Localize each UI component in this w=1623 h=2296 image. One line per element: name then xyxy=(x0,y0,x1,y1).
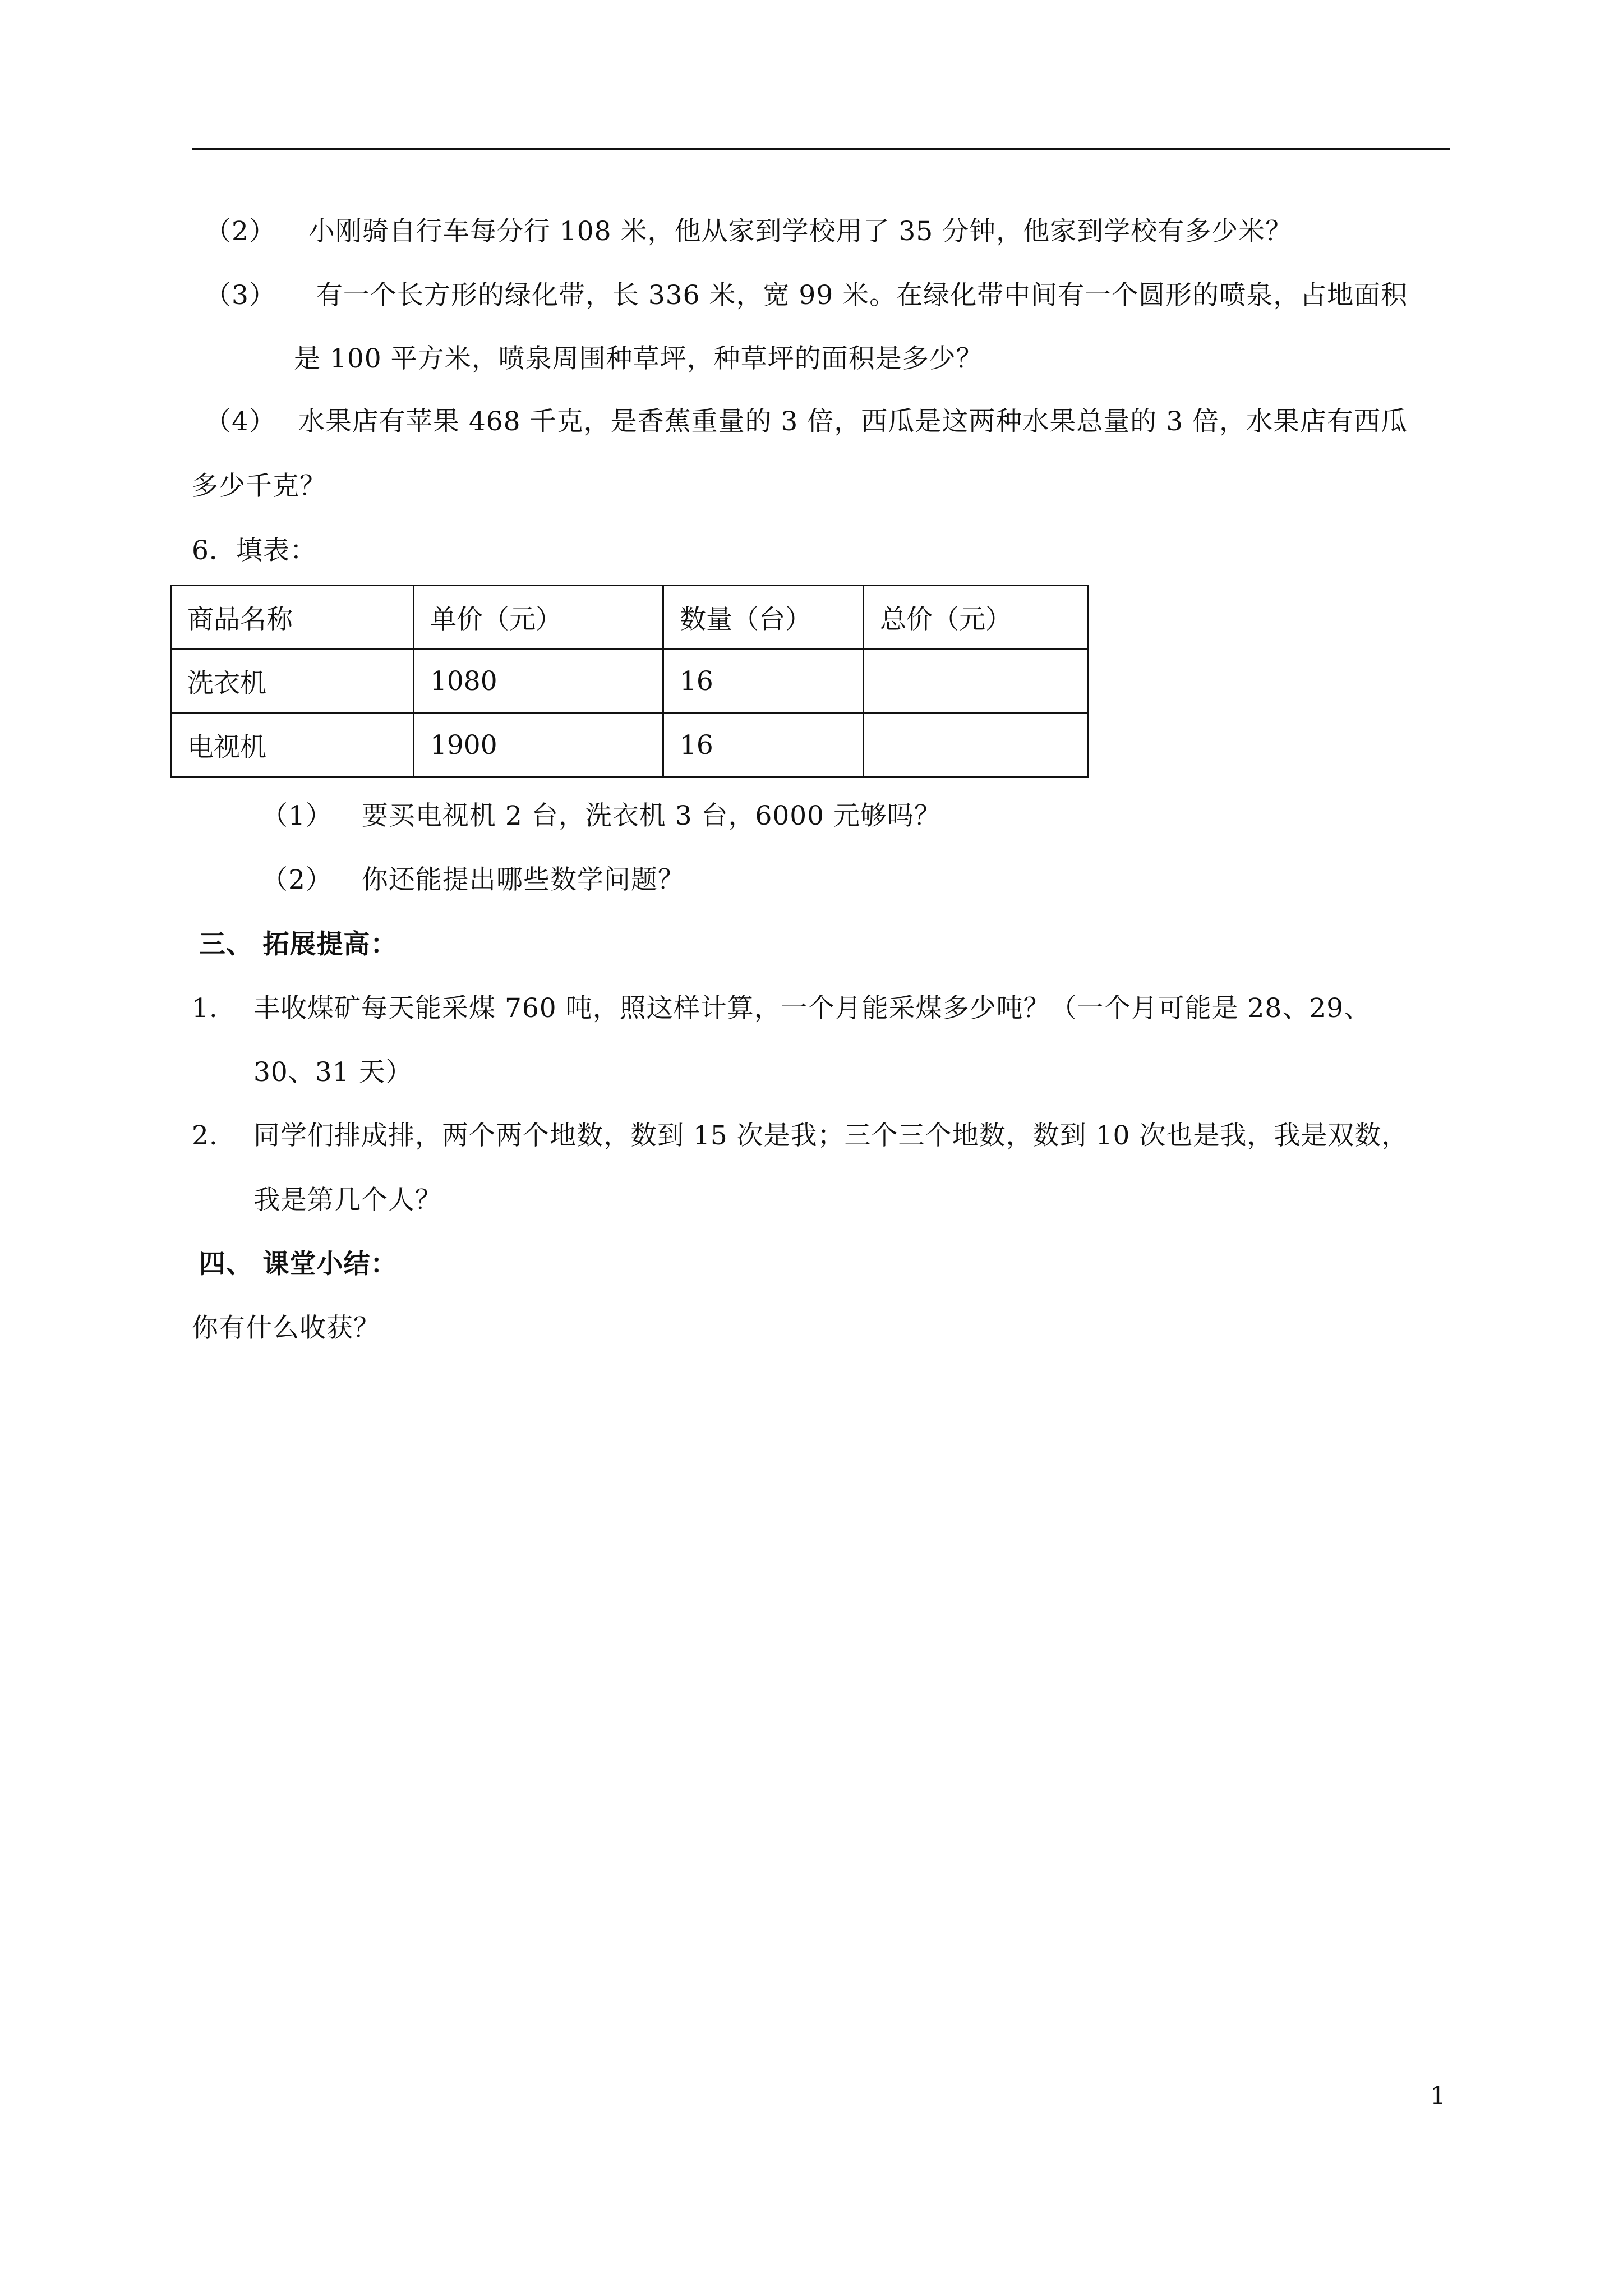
question-6-sub-2 xyxy=(261,863,685,897)
problem-3-label: （3） xyxy=(205,280,276,311)
extension-item-1-text: 丰收煤矿每天能采煤 760 吨，照这样计算，一个月能采煤多少吨？（一个月可能是 28、29、 xyxy=(253,993,1371,1024)
question-6-sub-1-label: （1） xyxy=(261,800,333,831)
extension-item-2-label: 2. xyxy=(192,1120,218,1151)
table-cell: 1900 xyxy=(414,714,663,777)
problem-3-continuation: 是 100 平方米，喷泉周围种草坪，种草坪的面积是多少？ xyxy=(294,343,983,374)
extension-item-1 xyxy=(192,992,1371,1025)
table-row xyxy=(171,714,1089,777)
problem-4-text: 水果店有苹果 468 千克，是香蕉重量的 3 倍，西瓜是这两种水果总量的 3 倍，水果店有西瓜 xyxy=(298,406,1408,437)
extension-item-2-continuation: 我是第几个人？ xyxy=(253,1185,442,1216)
table-header-cell: 单价（元） xyxy=(414,586,663,650)
problem-4-continuation: 多少千克？ xyxy=(192,471,326,501)
problem-4 xyxy=(205,405,1408,439)
problem-4-label: （4） xyxy=(205,406,276,437)
question-6-title: 6．填表： xyxy=(192,535,317,566)
table-cell: 洗衣机 xyxy=(171,650,414,714)
table-cell: 16 xyxy=(663,714,864,777)
table-header-cell: 数量（台） xyxy=(663,586,864,650)
extension-item-1-label: 1. xyxy=(192,993,218,1024)
extension-item-2 xyxy=(192,1119,1408,1153)
table-cell: 电视机 xyxy=(171,714,414,777)
extension-item-1-continuation: 30、31 天） xyxy=(253,1057,413,1088)
summary-question: 你有什么收获？ xyxy=(192,1313,380,1343)
section-3-heading: 三、 拓展提高： xyxy=(199,929,398,960)
problem-2-text: 小刚骑自行车每分行 108 米，他从家到学校用了 35 分钟，他家到学校有多少米？ xyxy=(308,216,1293,247)
question-6-sub-1 xyxy=(261,799,941,833)
fill-table xyxy=(170,585,1089,778)
question-6-sub-2-label: （2） xyxy=(261,864,333,895)
table-row xyxy=(171,650,1089,714)
problem-3 xyxy=(205,279,1408,312)
table-header-cell: 商品名称 xyxy=(171,586,414,650)
page-number: 1 xyxy=(1430,2082,1446,2110)
section-4-heading: 四、 课堂小结： xyxy=(199,1249,398,1280)
table-header-row xyxy=(171,586,1089,650)
table-cell: 16 xyxy=(663,650,864,714)
question-6-sub-2-text: 你还能提出哪些数学问题？ xyxy=(361,864,685,895)
header-rule xyxy=(192,148,1450,150)
question-6-sub-1-text: 要买电视机 2 台，洗衣机 3 台，6000 元够吗？ xyxy=(361,800,942,831)
table-cell-blank xyxy=(864,650,1089,714)
problem-2-label: （2） xyxy=(205,216,276,247)
problem-2 xyxy=(205,215,1292,249)
problem-3-text: 有一个长方形的绿化带，长 336 米，宽 99 米。在绿化带中间有一个圆形的喷泉，占地面积 xyxy=(316,280,1408,311)
table-header-cell: 总价（元） xyxy=(864,586,1089,650)
extension-item-2-text: 同学们排成排，两个两个地数，数到 15 次是我；三个三个地数，数到 10 次也是我，我是双数， xyxy=(253,1120,1409,1151)
table-cell-blank xyxy=(864,714,1089,777)
table-cell: 1080 xyxy=(414,650,663,714)
